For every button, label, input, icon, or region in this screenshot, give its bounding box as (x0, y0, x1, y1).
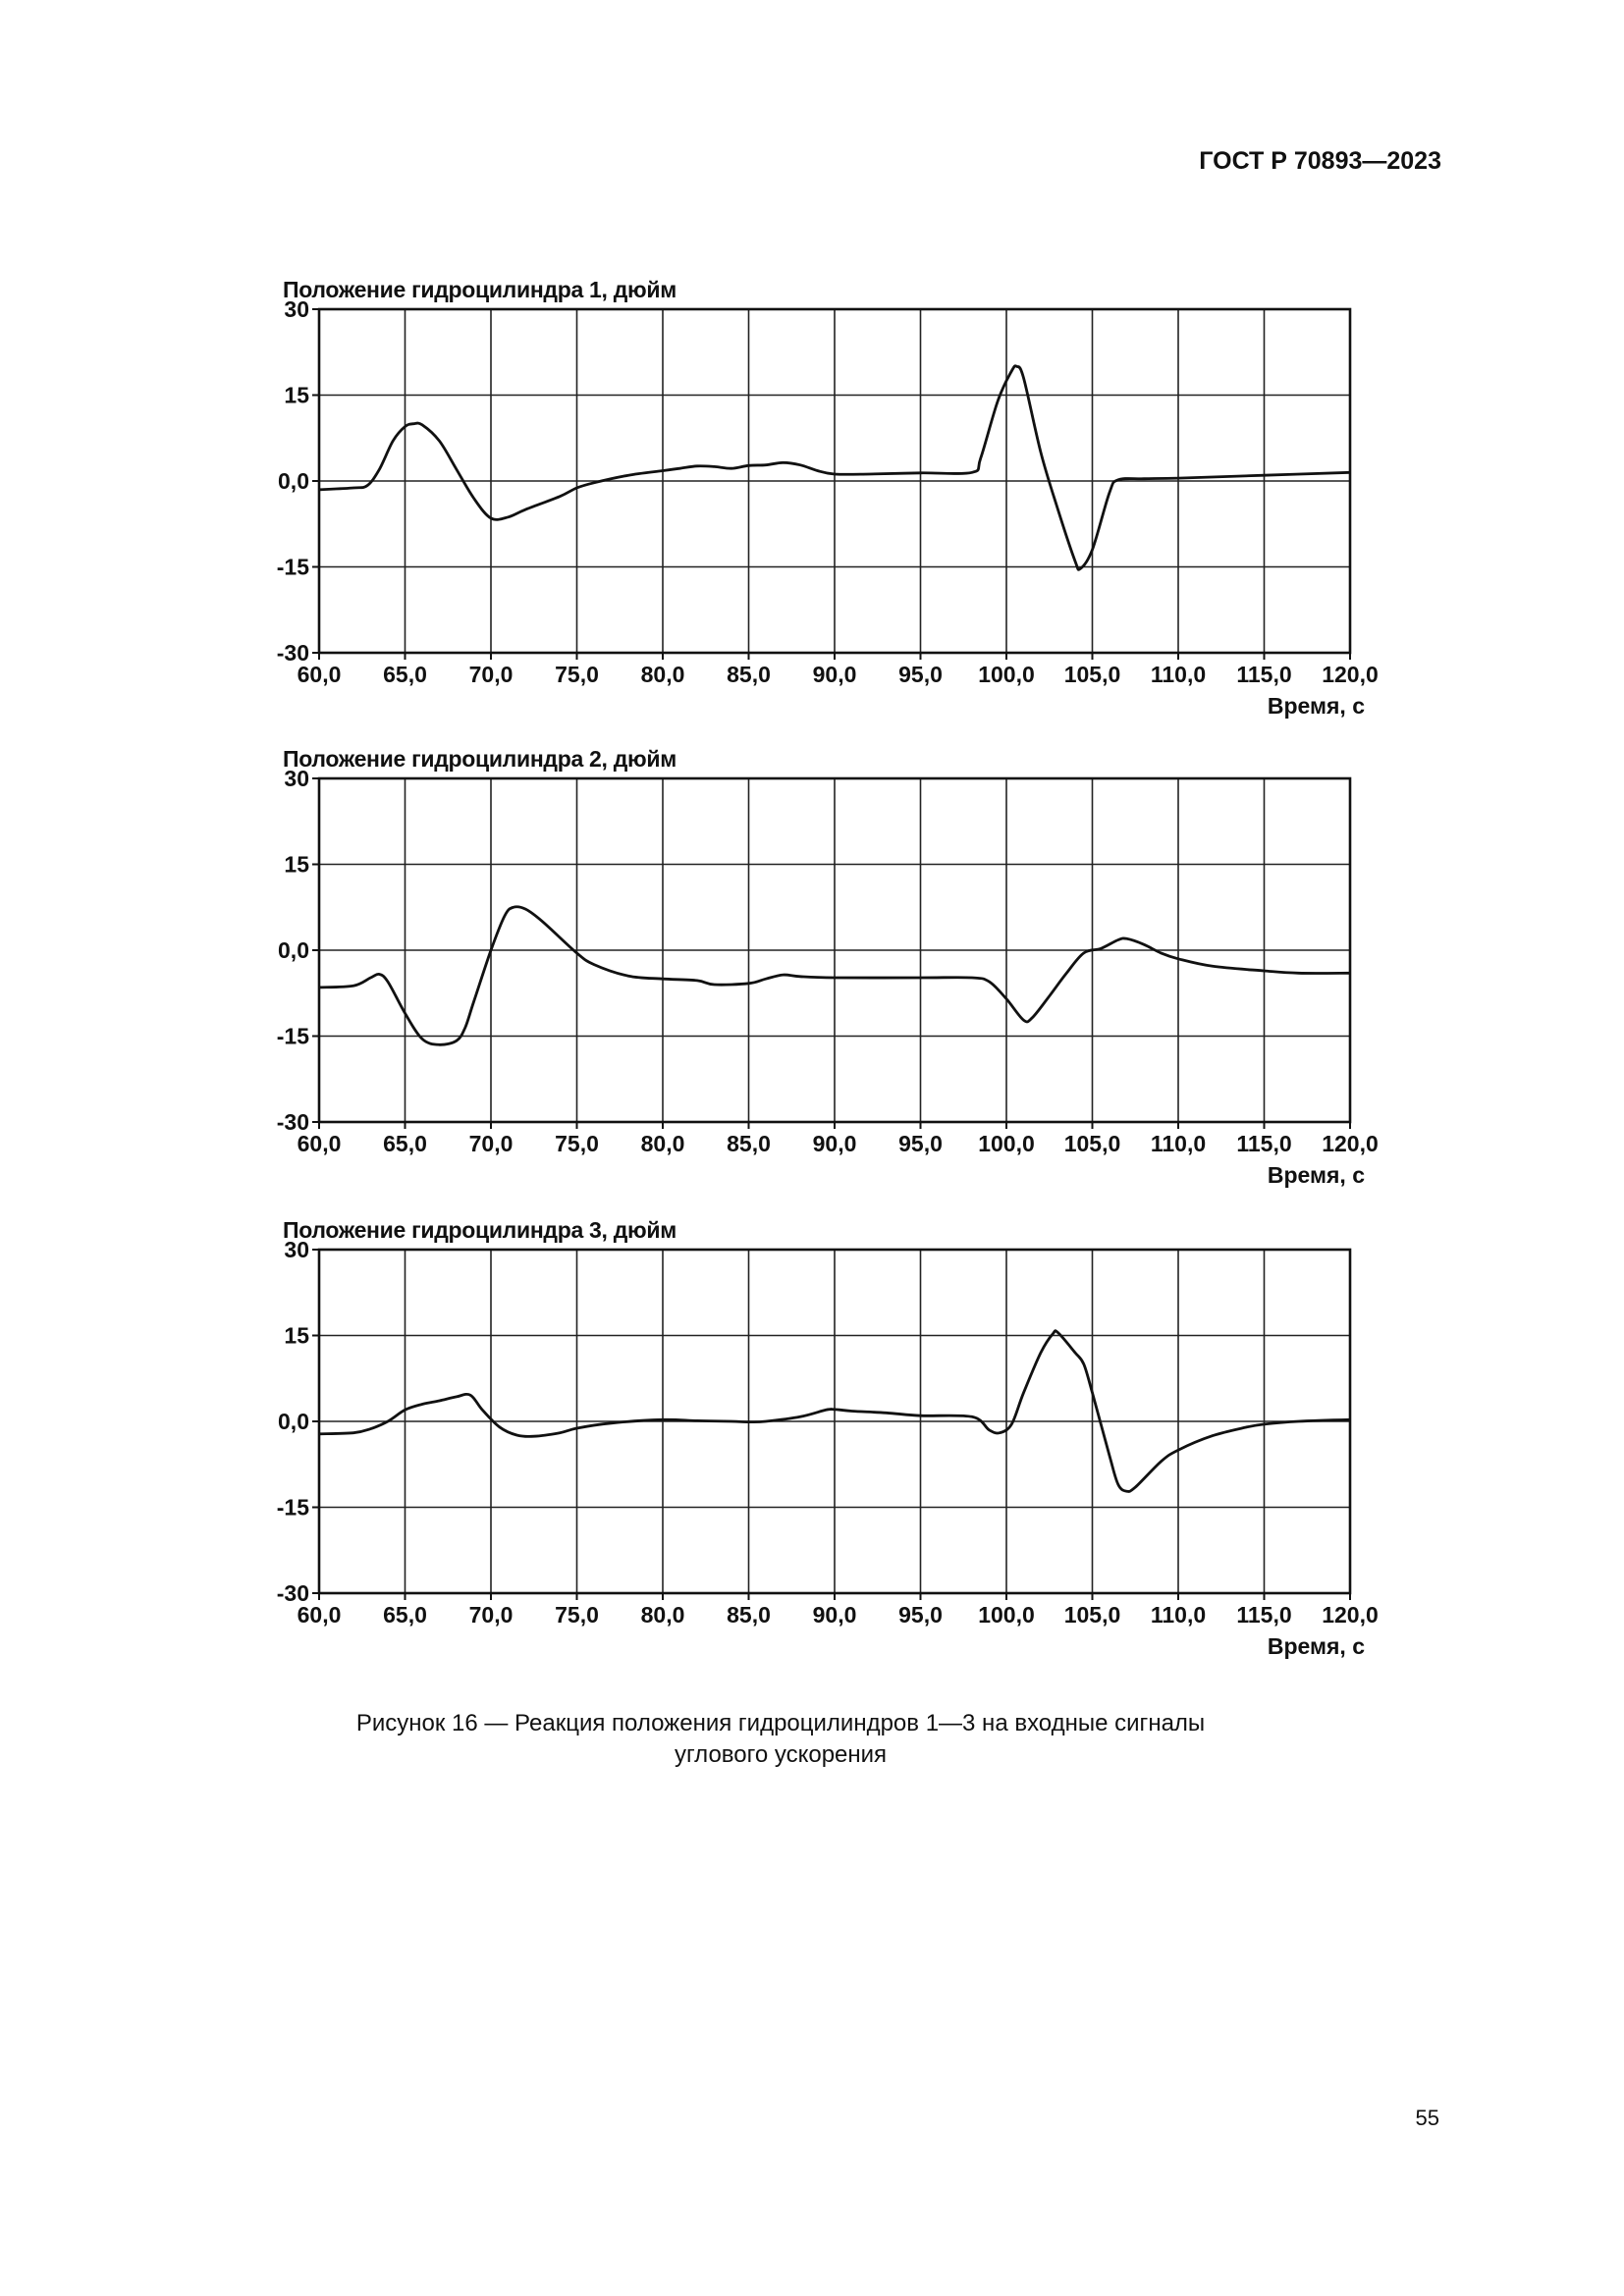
y-tick-label: -15 (276, 1494, 309, 1521)
y-tick-label: -15 (276, 554, 309, 580)
x-tick-label: 100,0 (978, 1602, 1035, 1628)
x-tick-label: 70,0 (468, 1602, 514, 1628)
x-tick-label: 75,0 (555, 1602, 599, 1628)
x-tick-label: 100,0 (978, 1131, 1035, 1156)
x-tick-label: 75,0 (555, 662, 599, 687)
x-tick-label: 120,0 (1322, 662, 1379, 687)
y-tick-label: 0,0 (278, 468, 309, 494)
caption-line-2: углового ускорения (674, 1741, 888, 1768)
y-tick-label: 0,0 (278, 1409, 309, 1434)
x-tick-label: 85,0 (727, 1131, 771, 1156)
figure-caption (196, 1708, 1365, 1771)
x-tick-label: 75,0 (555, 1131, 599, 1156)
y-tick-label: 15 (284, 1322, 309, 1349)
x-tick-label: 105,0 (1063, 1131, 1121, 1156)
x-tick-label: 120,0 (1322, 1131, 1379, 1156)
x-axis-label: Время, с (1267, 693, 1365, 719)
chart-title: Положение гидроцилиндра 2, дюйм (283, 746, 677, 772)
x-tick-label: 90,0 (812, 1131, 857, 1156)
document-code: ГОСТ Р 70893—2023 (1199, 147, 1441, 175)
y-tick-label: -15 (276, 1023, 309, 1049)
x-tick-label: 110,0 (1150, 662, 1207, 687)
chart-svg (265, 766, 1384, 1196)
chart-svg (265, 1237, 1384, 1667)
chart-svg (265, 296, 1384, 726)
x-tick-label: 65,0 (383, 662, 427, 687)
x-tick-label: 85,0 (727, 1602, 771, 1628)
x-tick-label: 80,0 (640, 1131, 685, 1156)
x-tick-label: 60,0 (297, 1131, 342, 1156)
x-tick-label: 90,0 (812, 662, 857, 687)
x-tick-label: 60,0 (297, 662, 342, 687)
y-tick-label: -30 (276, 640, 309, 666)
y-tick-label: 30 (284, 296, 309, 322)
x-tick-label: 80,0 (640, 662, 685, 687)
x-tick-label: 60,0 (297, 1602, 342, 1628)
x-axis-label: Время, с (1267, 1162, 1365, 1188)
page-number: 55 (1415, 2106, 1439, 2130)
x-tick-label: 115,0 (1236, 662, 1292, 687)
x-tick-label: 110,0 (1150, 1602, 1207, 1628)
x-tick-label: 85,0 (727, 662, 771, 687)
chart-title: Положение гидроцилиндра 3, дюйм (283, 1217, 677, 1243)
x-tick-label: 105,0 (1063, 1602, 1121, 1628)
x-tick-label: 65,0 (383, 1602, 427, 1628)
y-tick-label: 30 (284, 766, 309, 791)
x-tick-label: 120,0 (1322, 1602, 1379, 1628)
caption-line-1: Рисунок 16 — Реакция положения гидроцилиндров 1—3 на входные сигналы (355, 1710, 1206, 1736)
y-tick-label: 15 (284, 382, 309, 408)
x-tick-label: 95,0 (898, 1131, 943, 1156)
x-tick-label: 70,0 (468, 662, 514, 687)
x-tick-label: 65,0 (383, 1131, 427, 1156)
x-tick-label: 100,0 (978, 662, 1035, 687)
y-tick-label: -30 (276, 1109, 309, 1135)
y-tick-label: 15 (284, 851, 309, 878)
y-tick-label: 30 (284, 1237, 309, 1262)
x-tick-label: 70,0 (468, 1131, 514, 1156)
x-tick-label: 80,0 (640, 1602, 685, 1628)
chart-title: Положение гидроцилиндра 1, дюйм (283, 277, 677, 302)
x-tick-label: 105,0 (1063, 662, 1121, 687)
x-tick-label: 95,0 (898, 1602, 943, 1628)
y-tick-label: 0,0 (278, 937, 309, 963)
x-tick-label: 110,0 (1150, 1131, 1207, 1156)
y-tick-label: -30 (276, 1580, 309, 1606)
x-tick-label: 115,0 (1236, 1131, 1292, 1156)
x-tick-label: 90,0 (812, 1602, 857, 1628)
x-tick-label: 115,0 (1236, 1602, 1292, 1628)
x-axis-label: Время, с (1267, 1633, 1365, 1659)
x-tick-label: 95,0 (898, 662, 943, 687)
